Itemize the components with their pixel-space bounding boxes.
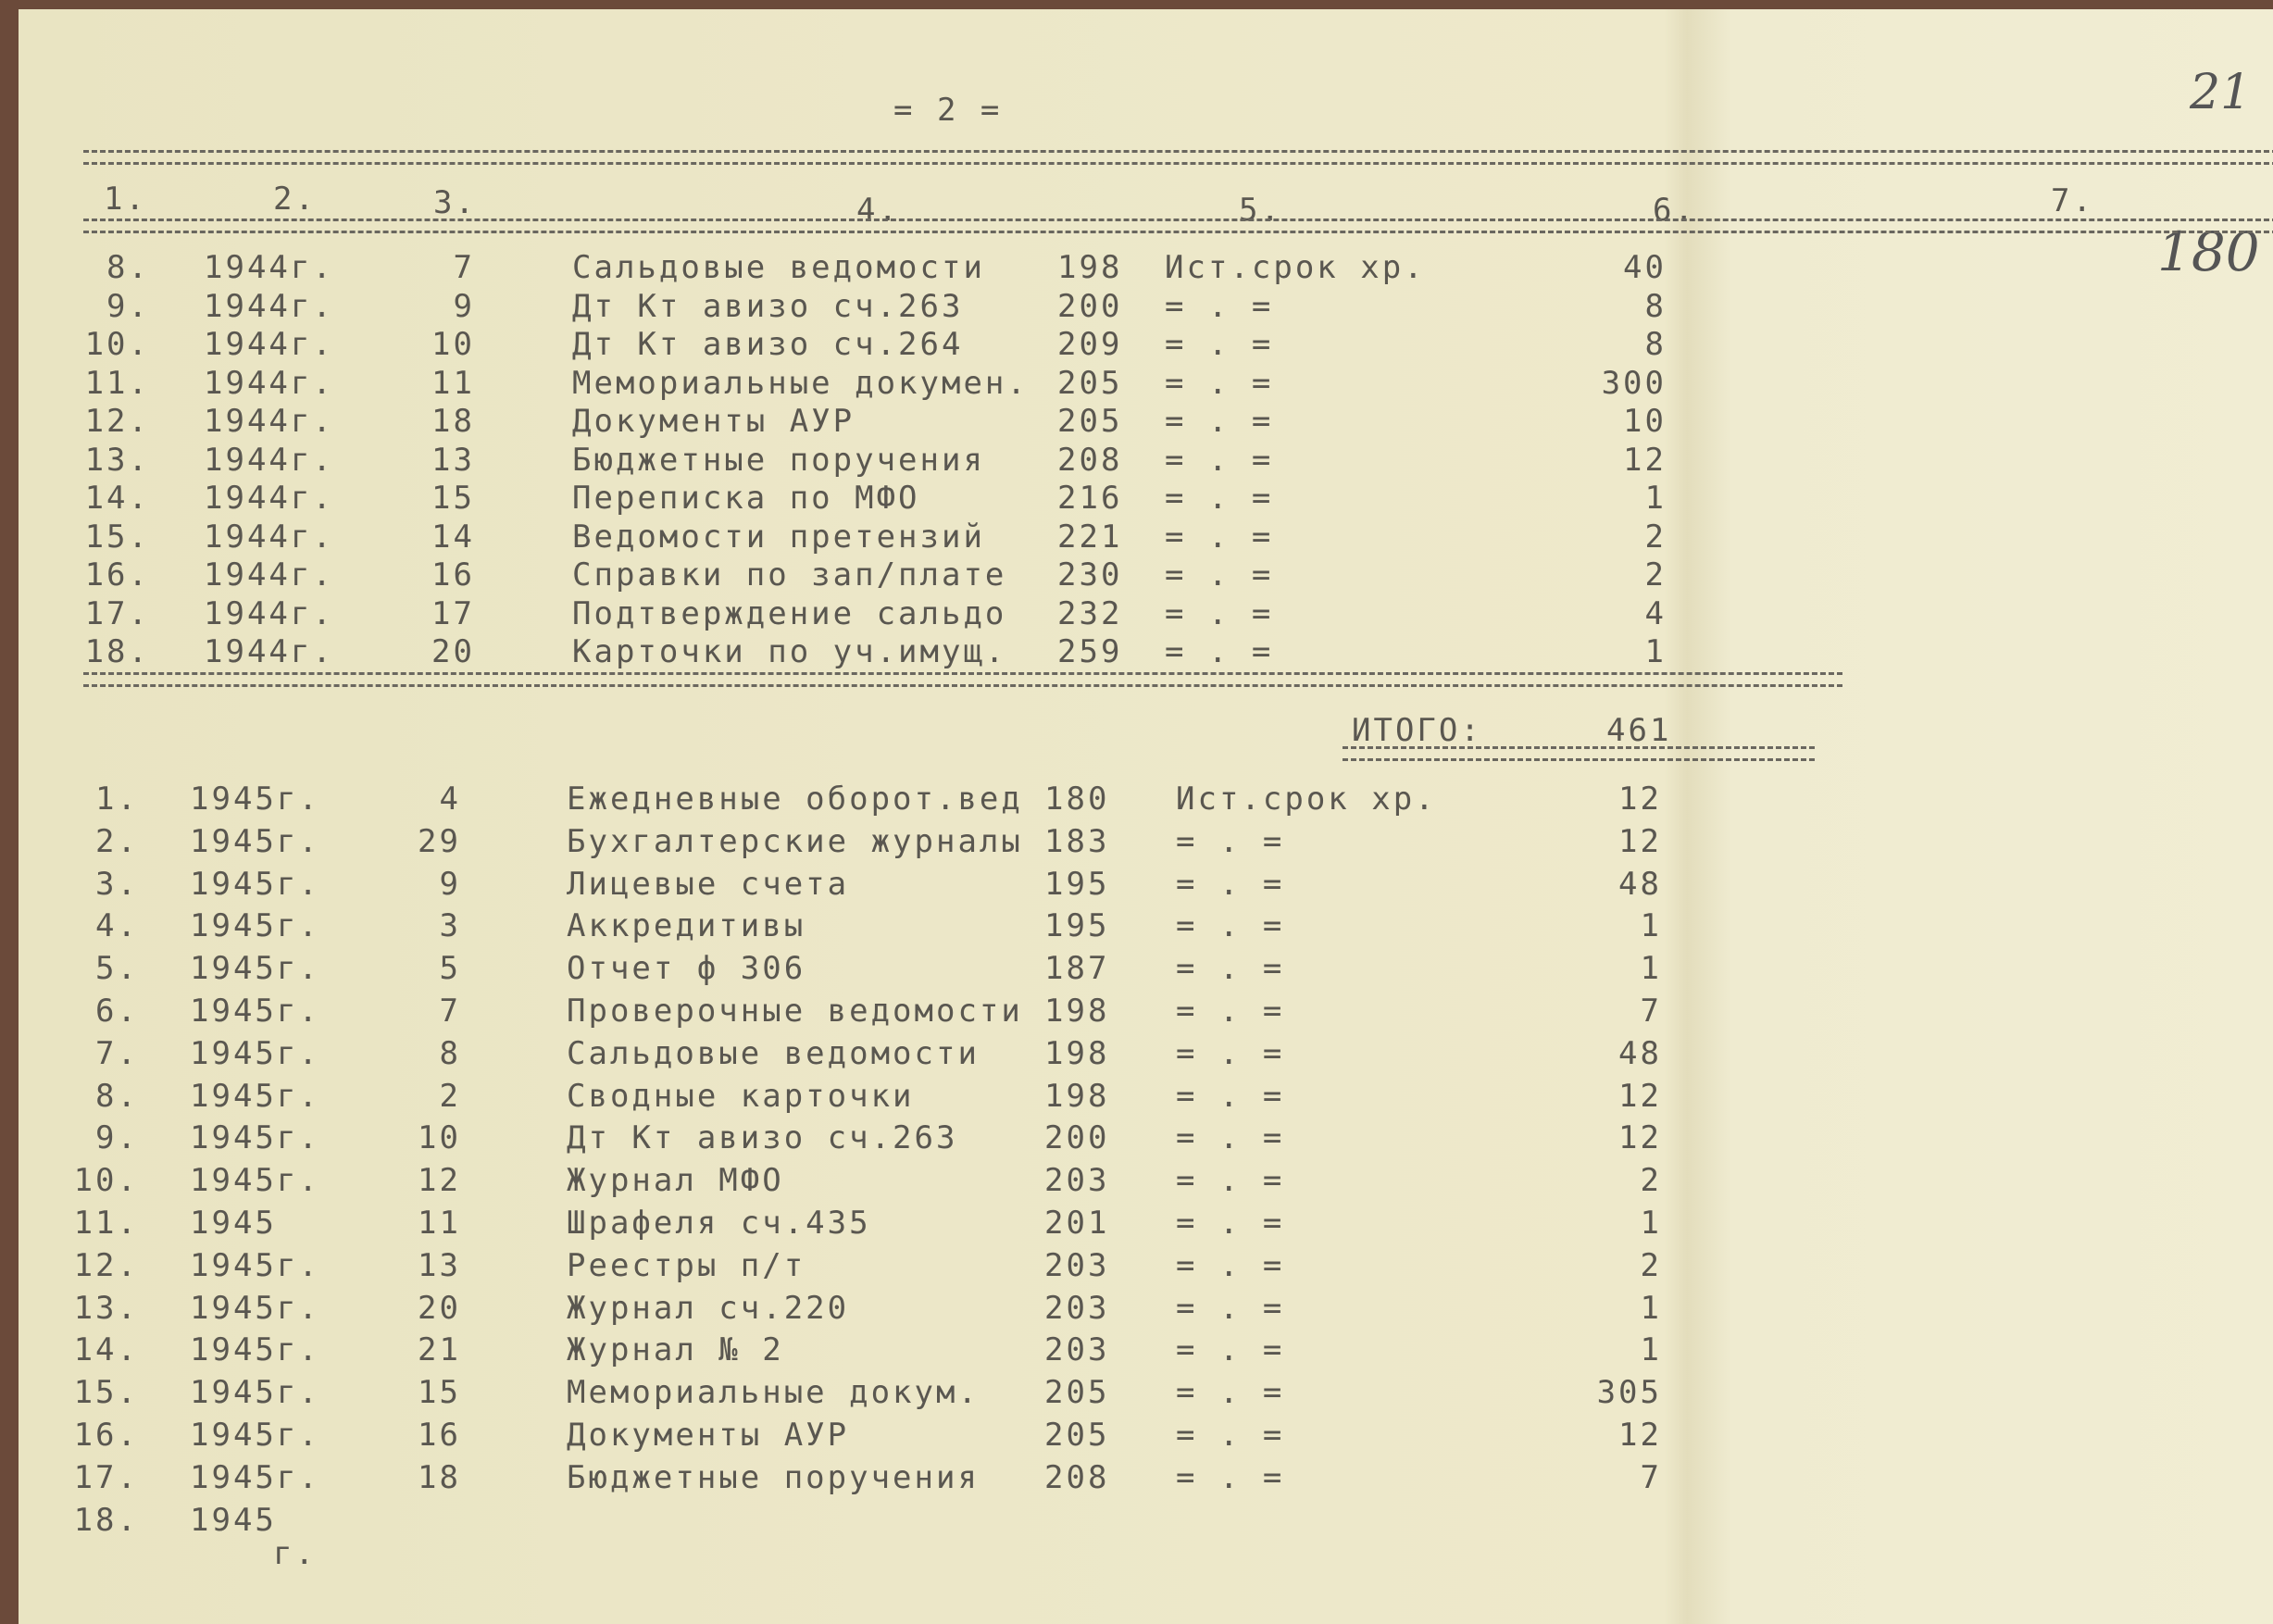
cell-count: 1 [1640, 1289, 1662, 1327]
cell-count: 1 [1640, 950, 1662, 988]
cell-num: 15. [84, 518, 150, 556]
cell-storage: = . = [1176, 1119, 1285, 1157]
cell-year: 1945 [190, 1501, 277, 1539]
cell-num: 17. [84, 594, 150, 632]
cell-count: 1 [1640, 1205, 1662, 1242]
cell-page: 203 [1044, 1331, 1110, 1369]
cell-title: Мемориальные докум. [567, 1374, 980, 1412]
cell-title: Бюджетные поручения [567, 1458, 980, 1496]
cell-count: 305 [1596, 1374, 1662, 1412]
cell-count: 10 [1623, 403, 1667, 440]
cell-page: 200 [1057, 287, 1123, 325]
cell-title: Реестры п/т [567, 1246, 806, 1284]
page-number: = 2 = [893, 92, 1003, 129]
cell-title: Бюджетные поручения [572, 441, 985, 479]
column-number-3: 3. [433, 184, 477, 221]
cell-code: 15 [431, 480, 475, 517]
cell-code: 4 [439, 781, 461, 818]
cell-page: 209 [1057, 326, 1123, 363]
cell-num: 15. [73, 1374, 139, 1412]
cell-page: 200 [1044, 1119, 1110, 1157]
cell-page: 187 [1044, 950, 1110, 988]
cell-num: 16. [84, 556, 150, 593]
cell-storage: = . = [1176, 993, 1285, 1030]
year-suffix: г. [273, 1534, 317, 1572]
cell-page: 198 [1044, 993, 1110, 1030]
cell-num: 8. [95, 1077, 139, 1115]
cell-count: 1 [1644, 480, 1667, 517]
cell-storage: = . = [1165, 594, 1274, 632]
cell-year: 1945г. [190, 781, 320, 818]
cell-title: Дт Кт авизо сч.263 [567, 1119, 958, 1157]
cell-storage: = . = [1176, 865, 1285, 903]
cell-num: 11. [73, 1205, 139, 1242]
cell-code: 7 [439, 993, 461, 1030]
cell-title: Документы АУР [572, 403, 855, 440]
cell-title: Шрафеля сч.435 [567, 1205, 871, 1242]
cell-title: Ведомости претензий [572, 518, 985, 556]
cell-year: 1945г. [190, 1077, 320, 1115]
cell-code: 8 [439, 1034, 461, 1072]
handwritten-running-number: 180 [2157, 220, 2260, 283]
cell-page: 230 [1057, 556, 1123, 593]
cell-code: 12 [418, 1162, 461, 1200]
cell-year: 1945г. [190, 950, 320, 988]
cell-title: Журнал сч.220 [567, 1289, 850, 1327]
cell-count: 1 [1644, 633, 1667, 670]
cell-page: 183 [1044, 822, 1110, 860]
cell-title: Аккредитивы [567, 907, 806, 945]
cell-title: Сальдовые ведомости [567, 1034, 980, 1072]
cell-page: 259 [1057, 633, 1123, 670]
cell-count: 1 [1640, 907, 1662, 945]
cell-year: 1945 [190, 1205, 277, 1242]
cell-page: 205 [1044, 1417, 1110, 1454]
cell-num: 18. [73, 1501, 139, 1539]
cell-page: 203 [1044, 1162, 1110, 1200]
cell-num: 12. [73, 1246, 139, 1284]
cell-code: 13 [418, 1246, 461, 1284]
cell-year: 1944г. [204, 518, 334, 556]
header-bottom-rule [83, 219, 2273, 233]
cell-count: 48 [1618, 865, 1662, 903]
cell-count: 8 [1644, 287, 1667, 325]
cell-storage: = . = [1165, 480, 1274, 517]
header-top-rule [83, 150, 2273, 165]
cell-count: 40 [1623, 249, 1667, 286]
cell-year: 1945г. [190, 1374, 320, 1412]
cell-title: Бухгалтерские журналы [567, 822, 1023, 860]
cell-title: Переписка по МФО [572, 480, 920, 517]
handwritten-sheet-number: 21 [2190, 65, 2252, 120]
total-label: ИТОГО: [1352, 712, 1482, 749]
cell-storage: = . = [1176, 1374, 1285, 1412]
cell-code: 5 [439, 950, 461, 988]
column-number-4: 4. [856, 192, 900, 229]
cell-code: 2 [439, 1077, 461, 1115]
cell-storage: = . = [1165, 633, 1274, 670]
cell-storage: = . = [1176, 822, 1285, 860]
cell-code: 18 [418, 1458, 461, 1496]
cell-num: 13. [84, 441, 150, 479]
cell-year: 1944г. [204, 326, 334, 363]
cell-count: 12 [1618, 1417, 1662, 1454]
cell-page: 208 [1057, 441, 1123, 479]
cell-count: 2 [1644, 518, 1667, 556]
cell-year: 1944г. [204, 287, 334, 325]
cell-num: 8. [106, 249, 150, 286]
cell-year: 1945г. [190, 1119, 320, 1157]
cell-storage: = . = [1176, 1417, 1285, 1454]
cell-count: 48 [1618, 1034, 1662, 1072]
cell-num: 12. [84, 403, 150, 440]
cell-code: 16 [431, 556, 475, 593]
column-number-7: 7. [2051, 182, 2094, 219]
cell-storage: = . = [1176, 1205, 1285, 1242]
cell-code: 7 [453, 249, 475, 286]
cell-code: 9 [453, 287, 475, 325]
cell-code: 14 [431, 518, 475, 556]
section-1944-end-rule [83, 672, 1842, 687]
cell-page: 198 [1044, 1077, 1110, 1115]
cell-storage: = . = [1176, 950, 1285, 988]
cell-storage: = . = [1165, 287, 1274, 325]
cell-num: 10. [84, 326, 150, 363]
cell-storage: = . = [1165, 403, 1274, 440]
cell-count: 12 [1618, 1077, 1662, 1115]
cell-num: 9. [106, 287, 150, 325]
cell-num: 5. [95, 950, 139, 988]
cell-title: Карточки по уч.имущ. [572, 633, 1007, 670]
cell-page: 232 [1057, 594, 1123, 632]
document-page [19, 9, 2273, 1624]
cell-title: Документы АУР [567, 1417, 850, 1454]
cell-title: Журнал МФО [567, 1162, 784, 1200]
cell-code: 20 [418, 1289, 461, 1327]
cell-num: 17. [73, 1458, 139, 1496]
cell-year: 1944г. [204, 364, 334, 402]
cell-page: 216 [1057, 480, 1123, 517]
cell-num: 16. [73, 1417, 139, 1454]
cell-title: Журнал № 2 [567, 1331, 784, 1369]
cell-count: 12 [1623, 441, 1667, 479]
cell-code: 11 [418, 1205, 461, 1242]
cell-year: 1945г. [190, 1417, 320, 1454]
cell-storage: = . = [1176, 1034, 1285, 1072]
cell-year: 1944г. [204, 403, 334, 440]
cell-num: 11. [84, 364, 150, 402]
cell-num: 9. [95, 1119, 139, 1157]
cell-code: 9 [439, 865, 461, 903]
cell-title: Сводные карточки [567, 1077, 915, 1115]
cell-title: Мемориальные докумен. [572, 364, 1029, 402]
cell-num: 6. [95, 993, 139, 1030]
cell-storage: = . = [1176, 907, 1285, 945]
cell-storage: = . = [1165, 364, 1274, 402]
cell-title: Справки по зап/плате [572, 556, 1007, 593]
cell-code: 17 [431, 594, 475, 632]
cell-page: 201 [1044, 1205, 1110, 1242]
cell-year: 1945г. [190, 1289, 320, 1327]
cell-year: 1945г. [190, 907, 320, 945]
cell-storage: = . = [1165, 441, 1274, 479]
column-number-6: 6. [1653, 192, 1696, 229]
cell-storage: = . = [1165, 518, 1274, 556]
cell-title: Проверочные ведомости [567, 993, 1023, 1030]
cell-code: 11 [431, 364, 475, 402]
cell-year: 1945г. [190, 1458, 320, 1496]
cell-code: 13 [431, 441, 475, 479]
cell-year: 1944г. [204, 480, 334, 517]
cell-code: 18 [431, 403, 475, 440]
cell-count: 12 [1618, 781, 1662, 818]
cell-page: 221 [1057, 518, 1123, 556]
cell-year: 1945г. [190, 822, 320, 860]
cell-storage: = . = [1176, 1289, 1285, 1327]
cell-code: 10 [431, 326, 475, 363]
cell-page: 205 [1057, 364, 1123, 402]
cell-count: 2 [1640, 1246, 1662, 1284]
cell-year: 1944г. [204, 556, 334, 593]
cell-storage: Ист.срок хр. [1176, 781, 1437, 818]
cell-storage: = . = [1176, 1246, 1285, 1284]
cell-storage: = . = [1176, 1077, 1285, 1115]
cell-year: 1945г. [190, 1331, 320, 1369]
cell-count: 2 [1644, 556, 1667, 593]
cell-title: Дт Кт авизо сч.264 [572, 326, 964, 363]
column-number-1: 1. [104, 181, 147, 218]
cell-num: 14. [73, 1331, 139, 1369]
total-underline [1343, 746, 1815, 761]
cell-count: 7 [1640, 1458, 1662, 1496]
column-number-2: 2. [273, 181, 317, 218]
cell-code: 10 [418, 1119, 461, 1157]
cell-title: Ежедневные оборот.вед [567, 781, 1023, 818]
cell-year: 1944г. [204, 441, 334, 479]
cell-count: 12 [1618, 822, 1662, 860]
cell-code: 3 [439, 907, 461, 945]
cell-page: 208 [1044, 1458, 1110, 1496]
cell-page: 203 [1044, 1246, 1110, 1284]
cell-year: 1944г. [204, 249, 334, 286]
cell-title: Сальдовые ведомости [572, 249, 985, 286]
cell-code: 21 [418, 1331, 461, 1369]
cell-year: 1945г. [190, 1162, 320, 1200]
cell-page: 195 [1044, 865, 1110, 903]
cell-title: Отчет ф 306 [567, 950, 806, 988]
cell-title: Подтверждение сальдо [572, 594, 1007, 632]
cell-num: 10. [73, 1162, 139, 1200]
cell-code: 20 [431, 633, 475, 670]
cell-year: 1945г. [190, 1246, 320, 1284]
cell-code: 29 [418, 822, 461, 860]
cell-count: 2 [1640, 1162, 1662, 1200]
cell-year: 1945г. [190, 865, 320, 903]
cell-title: Дт Кт авизо сч.263 [572, 287, 964, 325]
total-value: 461 [1606, 712, 1672, 749]
cell-storage: = . = [1176, 1458, 1285, 1496]
cell-page: 198 [1057, 249, 1123, 286]
cell-count: 1 [1640, 1331, 1662, 1369]
cell-page: 203 [1044, 1289, 1110, 1327]
cell-year: 1945г. [190, 993, 320, 1030]
cell-storage: Ист.срок хр. [1165, 249, 1426, 286]
cell-count: 4 [1644, 594, 1667, 632]
cell-code: 16 [418, 1417, 461, 1454]
cell-num: 7. [95, 1034, 139, 1072]
cell-storage: = . = [1165, 326, 1274, 363]
cell-storage: = . = [1176, 1162, 1285, 1200]
cell-title: Лицевые счета [567, 865, 850, 903]
cell-page: 180 [1044, 781, 1110, 818]
cell-count: 12 [1618, 1119, 1662, 1157]
cell-count: 8 [1644, 326, 1667, 363]
cell-page: 198 [1044, 1034, 1110, 1072]
cell-num: 4. [95, 907, 139, 945]
cell-count: 7 [1640, 993, 1662, 1030]
cell-num: 3. [95, 865, 139, 903]
cell-year: 1944г. [204, 594, 334, 632]
cell-num: 1. [95, 781, 139, 818]
cell-num: 13. [73, 1289, 139, 1327]
cell-storage: = . = [1176, 1331, 1285, 1369]
column-number-5: 5. [1239, 192, 1282, 229]
cell-page: 205 [1057, 403, 1123, 440]
cell-year: 1945г. [190, 1034, 320, 1072]
cell-num: 18. [84, 633, 150, 670]
cell-year: 1944г. [204, 633, 334, 670]
cell-page: 195 [1044, 907, 1110, 945]
cell-num: 14. [84, 480, 150, 517]
cell-page: 205 [1044, 1374, 1110, 1412]
cell-count: 300 [1601, 364, 1667, 402]
cell-code: 15 [418, 1374, 461, 1412]
cell-storage: = . = [1165, 556, 1274, 593]
cell-num: 2. [95, 822, 139, 860]
